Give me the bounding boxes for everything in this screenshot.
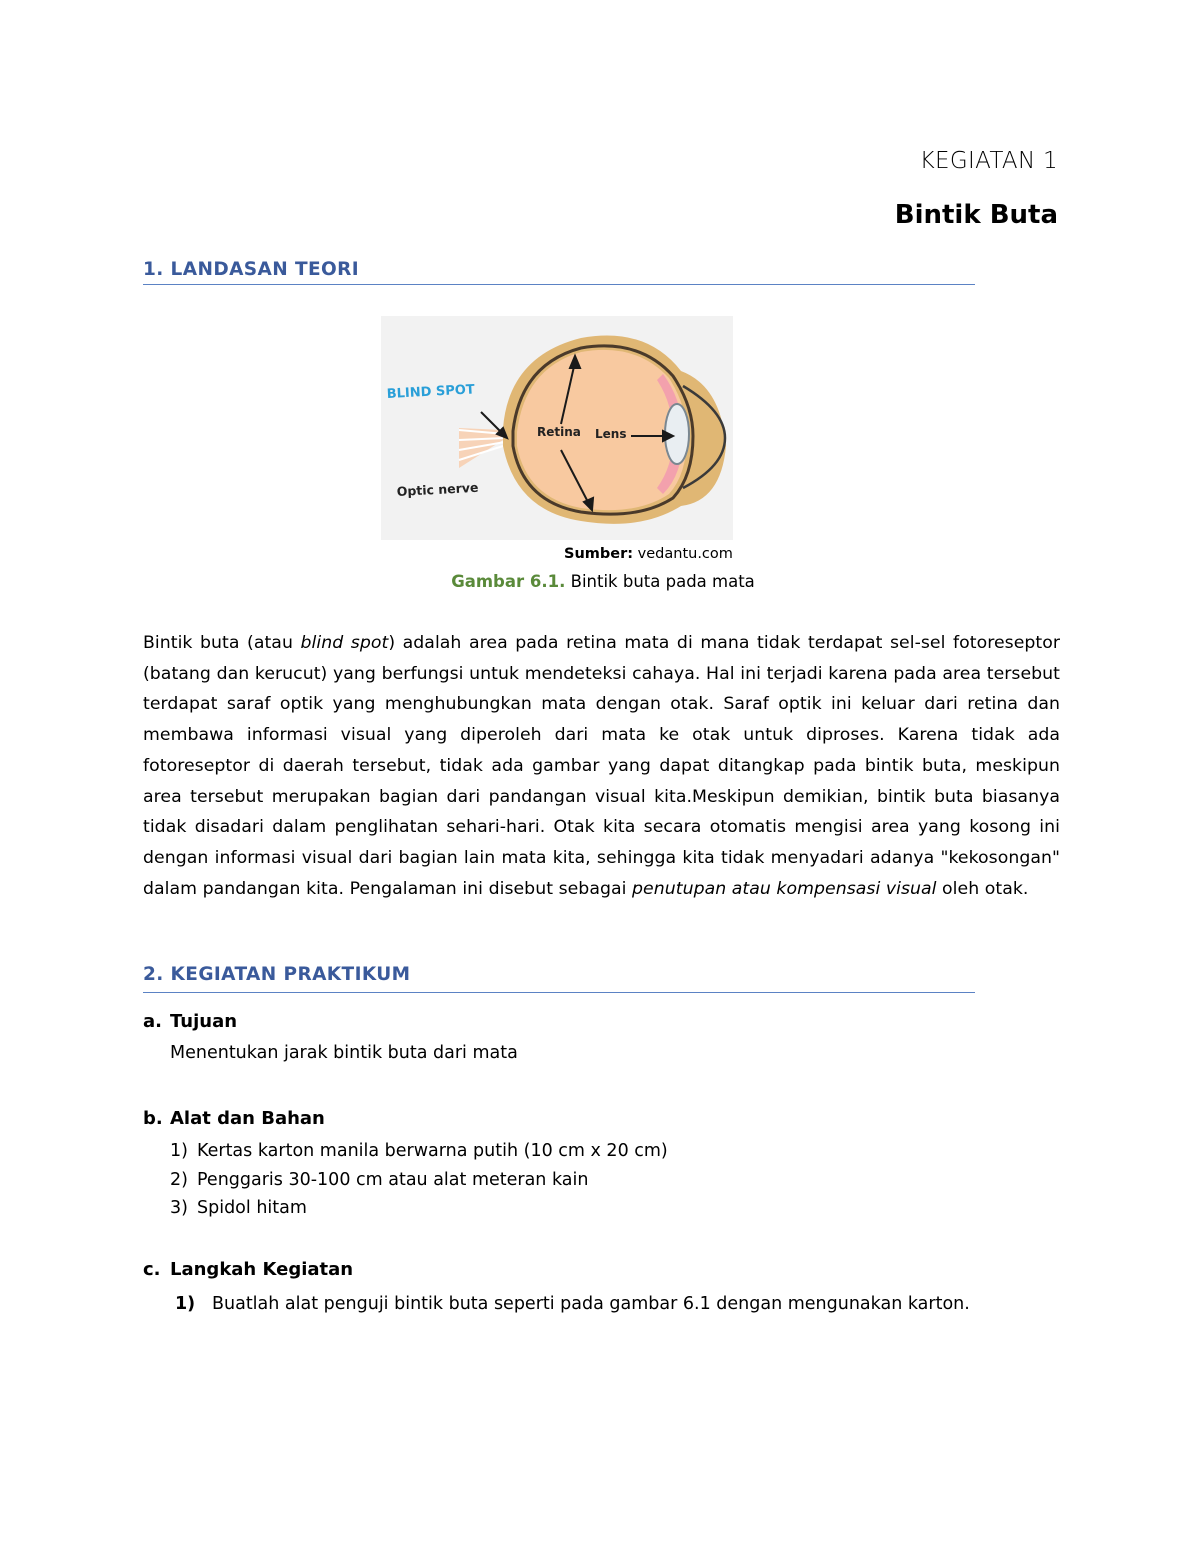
eye-diagram-illustration — [381, 316, 733, 540]
section-divider — [143, 992, 975, 993]
subheading-langkah-kegiatan — [143, 1259, 353, 1280]
eye-diagram-figure — [381, 316, 733, 540]
subheading-title: Langkah Kegiatan — [170, 1259, 354, 1280]
figure-label-optic-nerve: Optic nerve — [396, 479, 479, 499]
subheading-letter: b. — [143, 1108, 163, 1129]
figure-caption — [0, 572, 1200, 591]
paragraph-italic-term: blind spot — [300, 633, 389, 653]
subheading-letter: c. — [143, 1259, 161, 1280]
figure-label-retina: Retina — [537, 425, 581, 439]
list-item-number: 2) — [170, 1170, 188, 1190]
figure-caption-text: Bintik buta pada mata — [570, 572, 755, 591]
section-heading-landasan-teori: 1. LANDASAN TEORI — [143, 259, 360, 280]
subheading-tujuan — [143, 1011, 237, 1032]
paragraph-text: oleh otak. — [936, 878, 1029, 899]
list-item-text: Kertas karton manila berwarna putih (10 cm x 20 cm) — [197, 1141, 668, 1161]
step-text: Buatlah alat penguji bintik buta seperti pada gambar 6.1 dengan mengunakan karton. — [212, 1294, 970, 1314]
section-heading-kegiatan-praktikum: 2. KEGIATAN PRAKTIKUM — [143, 964, 411, 985]
figure-source-label: Sumber: — [564, 546, 634, 562]
subheading-title: Tujuan — [170, 1011, 238, 1032]
tujuan-text: Menentukan jarak bintik buta dari mata — [170, 1043, 518, 1063]
figure-label-lens: Lens — [595, 427, 627, 441]
theory-paragraph — [143, 628, 1060, 904]
list-item — [170, 1170, 588, 1190]
paragraph-text: Bintik buta (atau — [143, 633, 301, 653]
subheading-letter: a. — [143, 1011, 162, 1032]
step-number: 1) — [175, 1294, 196, 1314]
paragraph-text: ) adalah area pada retina mata di mana tidak terdapat sel-sel fotoreseptor (batang dan kerucut) yang berfungsi untuk mendeteksi cahaya. Hal ini terjadi karena pada area tersebut terdapat saraf optik yang menghubungkan mata dengan otak. Saraf optik ini keluar dari retina dan membawa informasi visual yang diperoleh dari mata ke otak untuk diproses. Karena tidak ada fotoreseptor di daerah tersebut, tidak ada gambar yang dapat ditangkap pada bintik buta, meskipun area tersebut merupakan bagian dari pandangan visual kita.Meskipun demikian, bintik buta biasanya tidak disadari dalam penglihatan sehari-hari. Otak kita secara otomatis mengisi area yang kosong ini dengan informasi visual dari bagian lain mata kita, sehingga kita tidak menyadari adanya "kekosongan" dalam pandangan kita. Pengalaman ini disebut sebagai — [143, 633, 1061, 899]
figure-source — [564, 546, 733, 562]
list-item-text: Penggaris 30-100 cm atau alat meteran kain — [197, 1170, 589, 1190]
step-item — [175, 1290, 997, 1319]
list-item — [170, 1198, 307, 1218]
list-item — [170, 1141, 668, 1161]
list-item-text: Spidol hitam — [197, 1198, 307, 1218]
section-divider — [143, 284, 975, 285]
figure-source-value: vedantu.com — [637, 546, 733, 562]
figure-label-blind-spot: BLIND SPOT — [386, 382, 476, 402]
list-item-number: 3) — [170, 1198, 188, 1218]
list-item-number: 1) — [170, 1141, 188, 1161]
activity-label: KEGIATAN 1 — [919, 148, 1058, 174]
paragraph-italic-term: penutupan atau kompensasi visual — [632, 878, 937, 899]
subheading-title: Alat dan Bahan — [170, 1108, 325, 1129]
subheading-alat-bahan — [143, 1108, 325, 1129]
figure-caption-number: Gambar 6.1. — [451, 572, 566, 591]
document-title: Bintik Buta — [894, 200, 1058, 230]
